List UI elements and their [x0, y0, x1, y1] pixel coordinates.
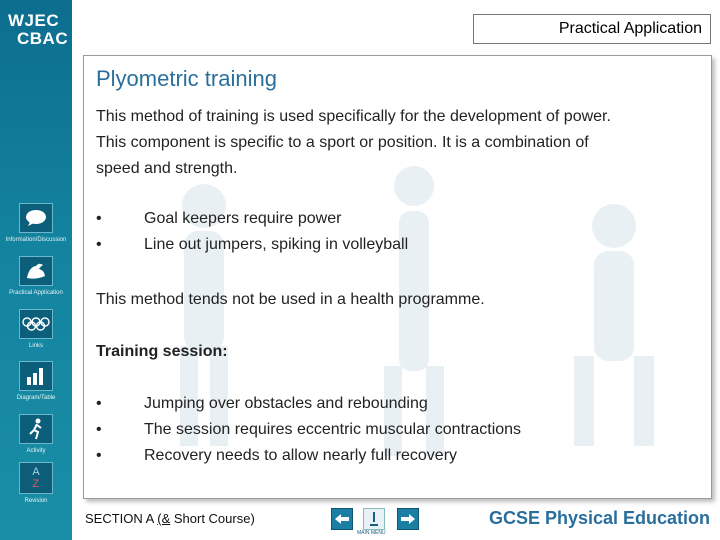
logo-line-1: WJEC	[8, 11, 60, 30]
page-title: Practical Application	[473, 14, 711, 44]
sidebar-item-label: Practical Application	[9, 290, 63, 296]
sidebar	[0, 0, 72, 540]
session-heading: Training session:	[96, 343, 228, 360]
olympic-rings-icon	[19, 309, 53, 339]
bullet-marker: •	[96, 447, 102, 464]
bullet-list-1	[96, 206, 408, 258]
next-button[interactable]	[397, 508, 419, 530]
list-item	[96, 232, 408, 258]
menu-marker-icon	[369, 511, 379, 527]
list-item-text: Jumping over obstacles and rebounding	[144, 395, 428, 412]
bullet-marker: •	[96, 210, 102, 227]
brand-title: GCSE Physical Education	[488, 508, 710, 528]
running-figure-icon	[19, 414, 53, 444]
bullet-marker: •	[96, 236, 102, 253]
main-menu-button[interactable]	[363, 508, 385, 530]
arrow-right-icon	[400, 513, 416, 525]
bar-chart-icon	[19, 361, 53, 391]
sidebar-item-diagram-table[interactable]	[0, 361, 72, 401]
list-item	[96, 391, 521, 417]
section-prefix: SECTION A	[85, 511, 158, 526]
list-item-text: Goal keepers require power	[144, 210, 342, 227]
section-heading: Plyometric training	[96, 66, 277, 91]
bullet-marker: •	[96, 421, 102, 438]
speech-bubble-icon	[19, 203, 53, 233]
list-item	[96, 417, 521, 443]
letter-a: A	[32, 466, 40, 478]
sidebar-item-information[interactable]	[0, 203, 72, 243]
section-label	[85, 511, 255, 526]
previous-button[interactable]	[331, 508, 353, 530]
sidebar-item-links[interactable]	[0, 309, 72, 349]
sidebar-item-label: Diagram/Table	[16, 395, 56, 401]
main-menu-label: MAIN MENU	[357, 530, 386, 536]
sidebar-item-activity[interactable]	[0, 414, 72, 454]
list-item	[96, 443, 521, 469]
letter-z: Z	[32, 478, 40, 490]
list-item	[96, 206, 408, 232]
bullet-marker: •	[96, 395, 102, 412]
sidebar-item-revision[interactable]	[0, 462, 72, 504]
sidebar-item-label: Links	[28, 343, 43, 349]
health-note: This method tends not be used in a health programme.	[96, 291, 485, 308]
list-item-text: Recovery needs to allow nearly full recovery	[144, 447, 458, 464]
wjec-cbac-logo	[8, 11, 69, 52]
sidebar-item-label: Activity	[26, 448, 46, 454]
intro-paragraph: This method of training is used specifically for the development of power. This component is specific to a sport or position. It is a combination of speed and strength.	[96, 108, 611, 177]
sidebar-item-label: Revision	[24, 498, 48, 504]
list-item-text: The session requires eccentric muscular contractions	[144, 421, 522, 438]
arrow-left-icon	[334, 513, 350, 525]
a-to-z-icon	[19, 462, 53, 494]
content-panel	[83, 55, 712, 499]
logo-line-2: CBAC	[17, 29, 69, 48]
section-link[interactable]: (&	[157, 511, 171, 526]
sidebar-item-practical-application[interactable]	[0, 256, 72, 296]
muscle-arm-icon	[19, 256, 53, 286]
sidebar-item-label: Information/Discussion	[5, 237, 67, 243]
bullet-list-2	[96, 391, 521, 469]
section-suffix: Short Course)	[170, 511, 255, 526]
list-item-text: Line out jumpers, spiking in volleyball	[144, 236, 409, 253]
